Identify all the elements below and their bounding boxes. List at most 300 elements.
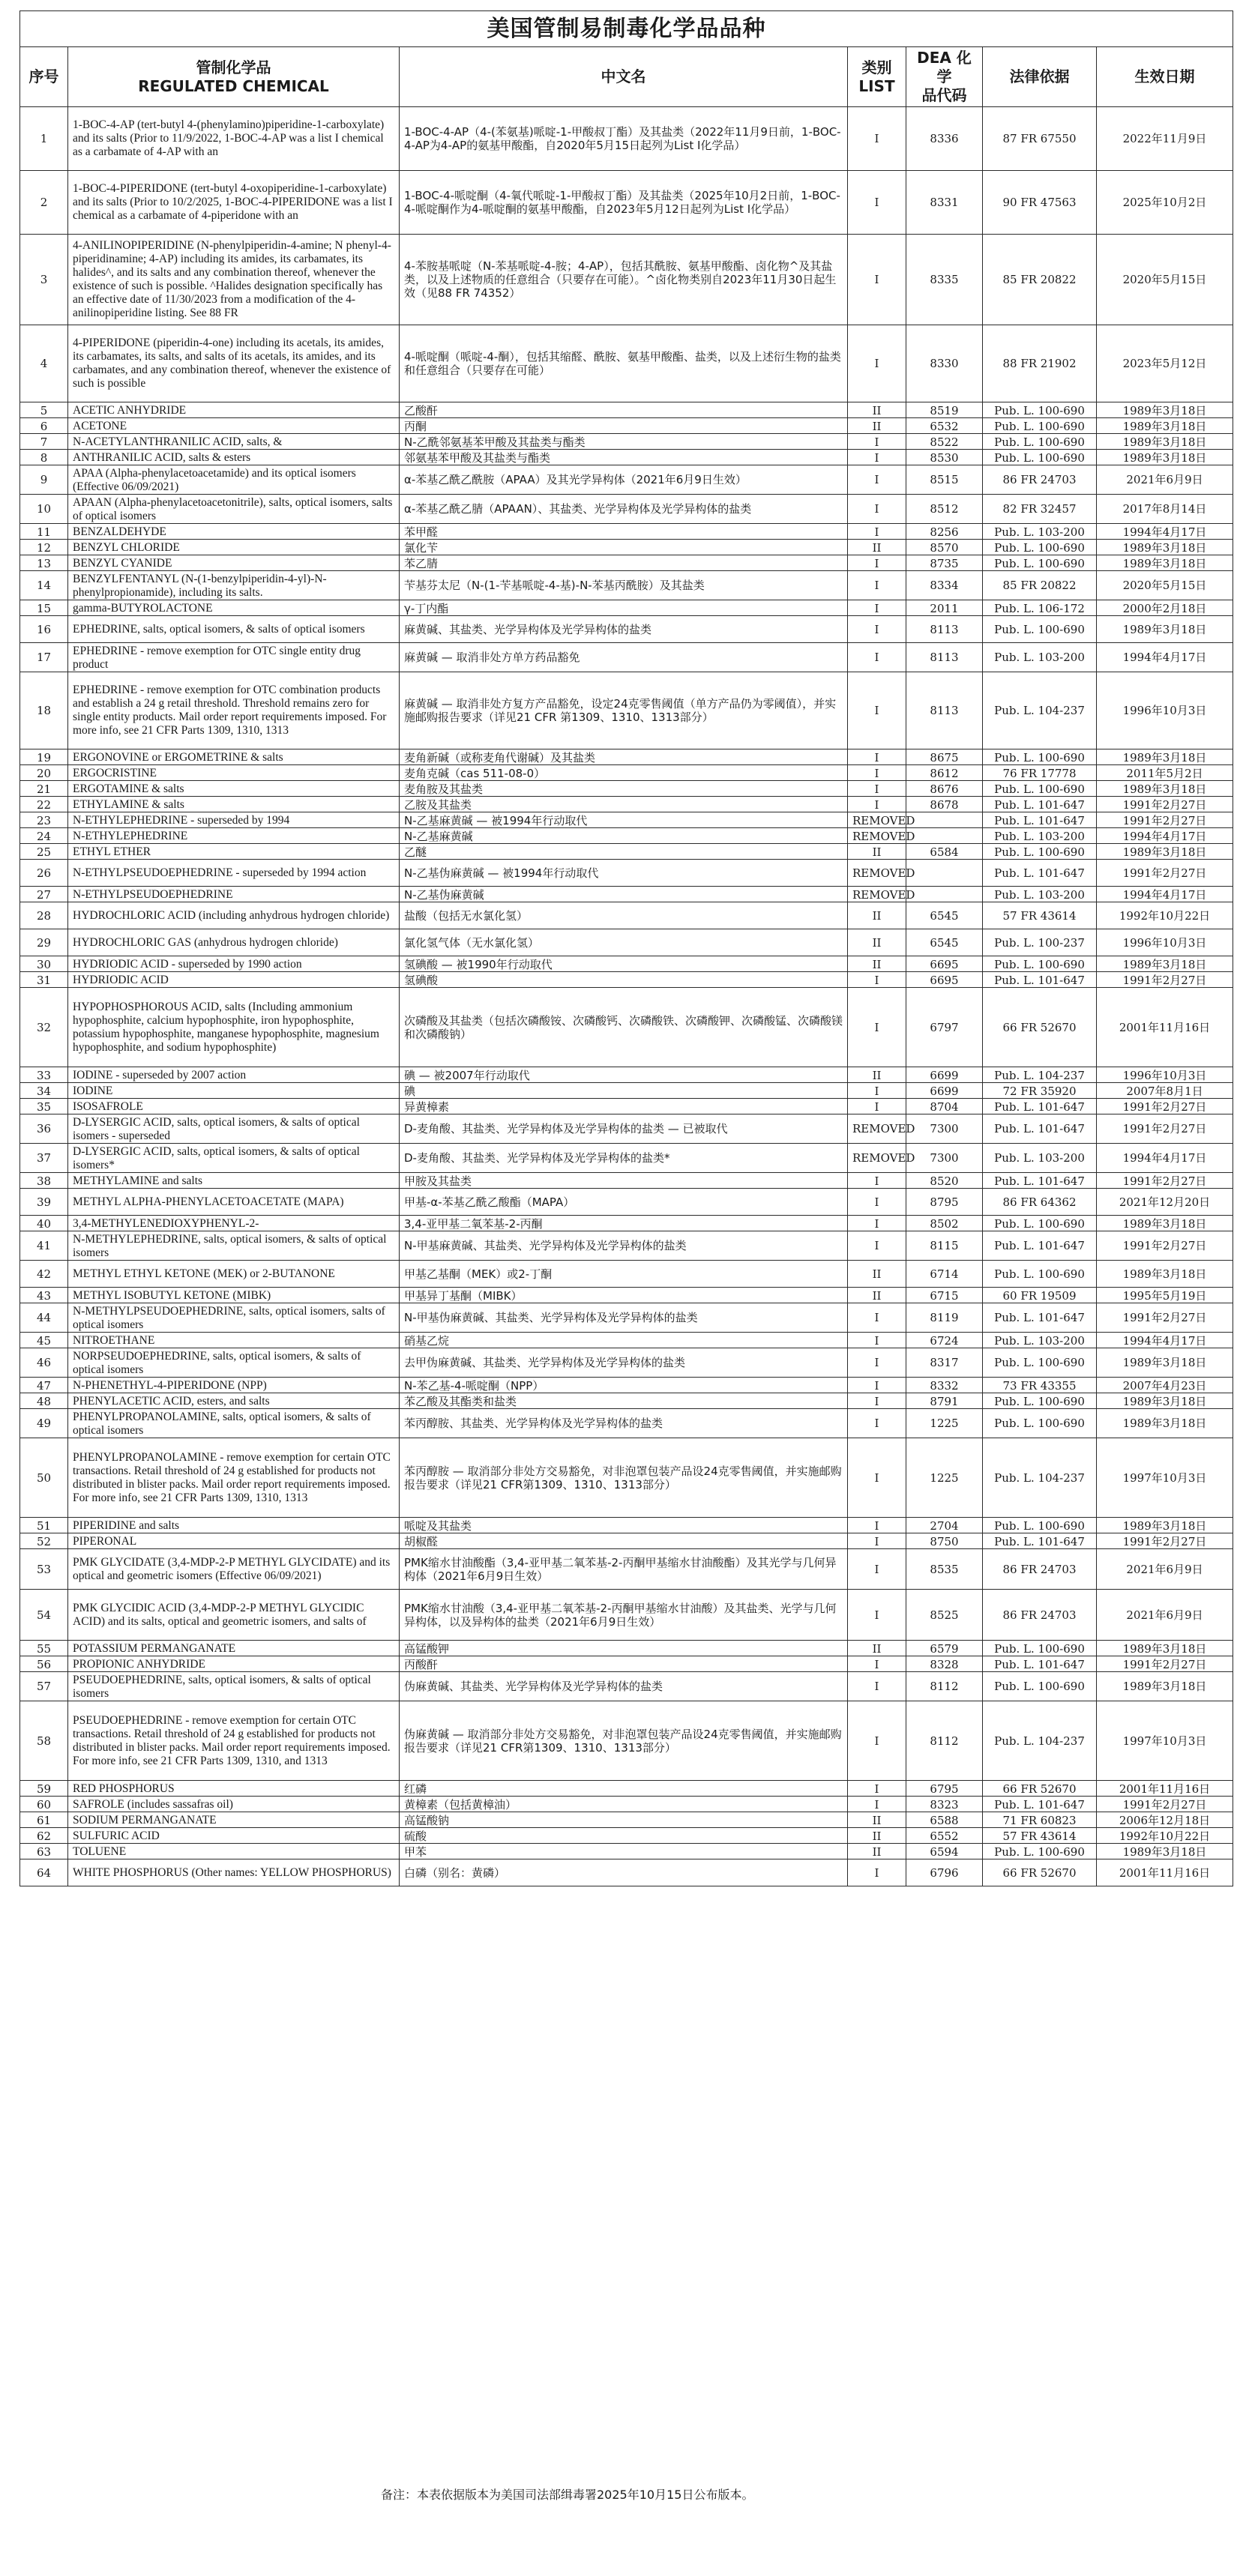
- cell-regulated-chemical-text: PHENYLACETIC ACID, esters, and salts: [73, 1395, 270, 1408]
- cell-law-text: Pub. L. 103-200: [994, 651, 1085, 664]
- cell-num-text: 46: [36, 1356, 52, 1369]
- cell-law: [983, 972, 1097, 988]
- cell-chinese-name-text: PMK缩水甘油酸（3,4-亚甲基二氧苯基-2-丙酮甲基缩水甘油酸）及其盐类、光学与几何异构体，以及异构体的盐类（2021年6月9日生效）: [404, 1601, 837, 1629]
- cell-regulated-chemical-text: METHYL ETHYL KETONE (MEK) or 2-BUTANONE: [73, 1267, 335, 1280]
- cell-law: [983, 1067, 1097, 1083]
- cell-law: [983, 1144, 1097, 1173]
- cell-law-text: Pub. L. 100-690: [994, 782, 1085, 796]
- table-row: [20, 828, 1233, 844]
- cell-date-text: 1989年3月18日: [1122, 845, 1207, 859]
- cell-list: [848, 495, 906, 524]
- cell-chinese-name-text: 苄基芬太尼（N-(1-苄基哌啶-4-基)-N-苯基丙酰胺）及其盐类: [404, 579, 705, 592]
- cell-chinese-name: [400, 1781, 848, 1797]
- cell-dea-code-text: 6796: [930, 1865, 959, 1880]
- cell-date: [1097, 1173, 1233, 1189]
- cell-dea-code: [906, 402, 983, 418]
- cell-law-text: Pub. L. 101-647: [994, 866, 1085, 880]
- cell-list-text: I: [874, 1195, 879, 1209]
- table-row: [20, 1288, 1233, 1303]
- cell-num-text: 2: [40, 196, 48, 209]
- cell-list-text: REMOVED: [852, 830, 915, 843]
- cell-chinese-name-text: 1-BOC-4-哌啶酮（4-氧代哌啶-1-甲酸叔丁酯）及其盐类（2025年10月2日前，1-BOC-4-哌啶酮作为4-哌啶酮的氨基甲酸酯，自2023年5月12日起列为List I化学品）: [404, 189, 840, 216]
- cell-law: [983, 1378, 1097, 1393]
- cell-chinese-name-text: 哌啶及其盐类: [404, 1519, 472, 1533]
- cell-dea-code: [906, 1114, 983, 1144]
- cell-chinese-name: [400, 1173, 848, 1189]
- cell-dea-code: [906, 1409, 983, 1438]
- cell-law-text: Pub. L. 100-690: [994, 420, 1085, 433]
- cell-date: [1097, 749, 1233, 765]
- table-row: [20, 1518, 1233, 1533]
- cell-law-text: Pub. L. 101-647: [994, 814, 1085, 827]
- cell-num-text: 54: [36, 1608, 52, 1622]
- cell-num: [20, 902, 68, 929]
- cell-dea-code-text: 8678: [930, 798, 959, 812]
- cell-num-text: 4: [40, 357, 48, 370]
- cell-list-text: I: [874, 767, 879, 780]
- cell-law: [983, 988, 1097, 1067]
- cell-list: [848, 1114, 915, 1144]
- cell-dea-code-text: 8334: [930, 579, 959, 592]
- cell-chinese-name-text: 硫酸: [404, 1830, 427, 1843]
- cell-regulated-chemical-text: N-ETHYLEPHEDRINE - superseded by 1994: [73, 814, 290, 827]
- cell-num-text: 50: [36, 1471, 52, 1485]
- cell-chinese-name: [400, 1231, 848, 1261]
- cell-law: [983, 1656, 1097, 1672]
- cell-date-text: 2007年8月1日: [1126, 1085, 1203, 1098]
- cell-chinese-name-text: N-乙酰邻氨基苯甲酸及其盐类与酯类: [404, 435, 586, 449]
- cell-date-text: 2017年8月14日: [1122, 502, 1207, 516]
- cell-chinese-name-text: 4-苯胺基哌啶（N-苯基哌啶-4-胺；4-AP），包括其酰胺、氨基甲酸酯、卤化物^及其盐类，以及上述物质的任意组合（只要存在可能）。^卤化物类别自2023年11月30日起生效（见88 FR 74352）: [404, 259, 837, 300]
- cell-chinese-name-text: 次磷酸及其盐类（包括次磷酸铵、次磷酸钙、次磷酸铁、次磷酸钾、次磷酸锰、次磷酸镁和次磷酸钠）: [404, 1013, 843, 1041]
- cell-chinese-name-text: 甲基-α-苯基乙酰乙酸酯（MAPA）: [404, 1195, 575, 1209]
- cell-regulated-chemical: [68, 1378, 400, 1393]
- cell-law: [983, 1701, 1097, 1781]
- cell-num-text: 19: [36, 751, 52, 764]
- table-row: [20, 1114, 1233, 1144]
- table-row: [20, 902, 1233, 929]
- cell-date-text: 1989年3月18日: [1122, 622, 1207, 636]
- cell-list: [848, 902, 906, 929]
- cell-regulated-chemical: [68, 1701, 400, 1781]
- table-row: [20, 1144, 1233, 1173]
- cell-regulated-chemical: [68, 235, 400, 325]
- cell-date-text: 1994年4月17日: [1122, 1334, 1207, 1348]
- cell-list-text: I: [874, 1174, 879, 1188]
- cell-chinese-name: [400, 418, 848, 434]
- cell-num: [20, 1261, 68, 1288]
- cell-chinese-name-text: 异黄樟素: [404, 1100, 450, 1114]
- cell-regulated-chemical-text: 4-ANILINOPIPERIDINE (N-phenylpiperidin-4-amine; N phenyl-4-piperidinamine; 4-AP) including its amides, its carbamates, its halides^, and its salts and any combination thereof, whenever the existence of such is possible. ^Halides designation specifically has an effective date of 11/30/2023 from a modification of the 4-anilinopiperidine listing. See 88 FR: [73, 239, 391, 319]
- table-row: [20, 1797, 1233, 1812]
- cell-num: [20, 1828, 68, 1844]
- cell-date: [1097, 860, 1233, 887]
- cell-chinese-name-text: PMK缩水甘油酸酯（3,4-亚甲基二氧苯基-2-丙酮甲基缩水甘油酸酯）及其光学与几何异构体（2021年6月9日生效）: [404, 1555, 837, 1583]
- cell-date: [1097, 600, 1233, 616]
- cell-date: [1097, 555, 1233, 571]
- cell-law: [983, 1333, 1097, 1348]
- cell-num-text: 28: [36, 908, 52, 923]
- cell-law-text: Pub. L. 101-647: [994, 798, 1085, 812]
- cell-chinese-name-text: 乙醚: [404, 845, 427, 859]
- cell-regulated-chemical-text: ERGONOVINE or ERGOMETRINE & salts: [73, 751, 283, 764]
- cell-law: [983, 1438, 1097, 1518]
- cell-chinese-name-text: N-乙基伪麻黄碱 — 被1994年行动取代: [404, 866, 599, 880]
- table-row: [20, 1438, 1233, 1518]
- cell-regulated-chemical: [68, 1438, 400, 1518]
- cell-date-text: 1989年3月18日: [1122, 1217, 1207, 1231]
- cell-regulated-chemical-text: ETHYL ETHER: [73, 845, 151, 858]
- cell-date-text: 1997年10月3日: [1122, 1734, 1207, 1748]
- cell-chinese-name-text: 氯化氢气体（无水氯化氢）: [404, 935, 540, 950]
- cell-law-text: 66 FR 52670: [1002, 1020, 1077, 1034]
- cell-num: [20, 972, 68, 988]
- cell-regulated-chemical: [68, 600, 400, 616]
- cell-dea-code-text: 8515: [930, 473, 959, 486]
- cell-date-text: 1995年5月19日: [1122, 1289, 1207, 1303]
- cell-regulated-chemical-text: 1-BOC-4-AP (tert-butyl 4-(phenylamino)piperidine-1-carboxylate) and its salts (Prior to 11/9/2022, 1-BOC-4-AP was a list I chemical as a carbamate of 4-AP with an: [73, 118, 385, 158]
- cell-num-text: 58: [36, 1734, 52, 1748]
- cell-regulated-chemical: [68, 555, 400, 571]
- cell-date-text: 2021年6月9日: [1126, 1608, 1203, 1622]
- cell-chinese-name: [400, 402, 848, 418]
- cell-chinese-name: [400, 600, 848, 616]
- cell-chinese-name-text: 高锰酸钾: [404, 1642, 450, 1656]
- cell-law: [983, 1348, 1097, 1378]
- table-row: [20, 465, 1233, 495]
- cell-list: [848, 1189, 906, 1216]
- cell-num-text: 8: [40, 451, 48, 465]
- cell-num: [20, 1797, 68, 1812]
- cell-law-text: 90 FR 47563: [1002, 196, 1077, 209]
- cell-regulated-chemical-text: NITROETHANE: [73, 1334, 155, 1347]
- cell-list-text: I: [874, 1734, 879, 1748]
- cell-law-text: 66 FR 52670: [1002, 1782, 1077, 1796]
- cell-date: [1097, 1114, 1233, 1144]
- cell-date: [1097, 1333, 1233, 1348]
- cell-date: [1097, 1844, 1233, 1859]
- cell-date-text: 1989年3月18日: [1122, 1642, 1207, 1656]
- cell-list-text: I: [874, 579, 879, 592]
- cell-num: [20, 616, 68, 643]
- cell-chinese-name: [400, 860, 848, 887]
- cell-list: [848, 844, 906, 860]
- cell-date-text: 2001年11月16日: [1119, 1865, 1211, 1880]
- cell-regulated-chemical-text: BENZALDEHYDE: [73, 525, 166, 538]
- cell-dea-code-text: 1225: [930, 1471, 959, 1485]
- cell-num: [20, 643, 68, 672]
- cell-regulated-chemical-text: WHITE PHOSPHORUS (Other names: YELLOW PHOSPHORUS): [73, 1865, 391, 1879]
- cell-num: [20, 1781, 68, 1797]
- cell-num-text: 64: [36, 1865, 52, 1880]
- cell-num-text: 11: [36, 525, 52, 539]
- cell-list-text: I: [874, 1334, 879, 1348]
- table-row: [20, 1549, 1233, 1590]
- cell-chinese-name: [400, 1701, 848, 1781]
- cell-chinese-name-text: 黄樟素（包括黄樟油）: [404, 1798, 517, 1812]
- cell-date-text: 1996年10月3日: [1122, 1069, 1207, 1082]
- cell-dea-code: [906, 1701, 983, 1781]
- cell-dea-code: [906, 434, 983, 450]
- cell-chinese-name-text: 去甲伪麻黄碱、其盐类、光学异构体及光学异构体的盐类: [404, 1356, 686, 1369]
- cell-num-text: 17: [36, 651, 52, 664]
- cell-list-text: I: [874, 502, 879, 516]
- cell-num-text: 13: [36, 557, 52, 570]
- cell-list-text: I: [874, 1085, 879, 1098]
- cell-num: [20, 402, 68, 418]
- table-row: [20, 325, 1233, 402]
- cell-chinese-name: [400, 1828, 848, 1844]
- cell-date: [1097, 643, 1233, 672]
- cell-law: [983, 1114, 1097, 1144]
- cell-regulated-chemical: [68, 1189, 400, 1216]
- cell-dea-code-text: 8502: [930, 1217, 959, 1231]
- table-row: [20, 1393, 1233, 1409]
- cell-regulated-chemical: [68, 902, 400, 929]
- cell-chinese-name: [400, 972, 848, 988]
- cell-num: [20, 571, 68, 600]
- cell-law-text: 71 FR 60823: [1002, 1814, 1077, 1827]
- cell-regulated-chemical-text: ACETONE: [73, 420, 127, 432]
- table-row: [20, 797, 1233, 812]
- cell-date-text: 1992年10月22日: [1119, 1830, 1211, 1843]
- cell-dea-code: [906, 1261, 983, 1288]
- cell-date-text: 1991年2月27日: [1122, 1535, 1207, 1548]
- cell-dea-code-text: 6715: [930, 1289, 959, 1303]
- cell-dea-code-text: 6699: [930, 1085, 959, 1098]
- cell-chinese-name-text: N-苯乙基-4-哌啶酮（NPP）: [404, 1379, 544, 1393]
- cell-dea-code: [906, 1303, 983, 1333]
- cell-date-text: 1989年3月18日: [1122, 1356, 1207, 1369]
- cell-dea-code: [906, 1656, 983, 1672]
- cell-list-text: I: [874, 357, 879, 370]
- cell-regulated-chemical-text: 1-BOC-4-PIPERIDONE (tert-butyl 4-oxopiperidine-1-carboxylate) and its salts (Prior to 10/2/2025, 1-BOC-4-PIPERIDONE was a list I chemical as a carbamate of 4-piperidone with an: [73, 182, 393, 222]
- cell-list: [848, 1333, 906, 1348]
- cell-chinese-name: [400, 929, 848, 956]
- cell-date-text: 1989年3月18日: [1122, 1267, 1207, 1281]
- cell-chinese-name: [400, 107, 848, 171]
- cell-law-text: 76 FR 17778: [1002, 767, 1077, 780]
- cell-num: [20, 524, 68, 540]
- cell-list-text: II: [872, 1814, 882, 1827]
- cell-law: [983, 1173, 1097, 1189]
- cell-chinese-name: [400, 555, 848, 571]
- cell-list: [848, 828, 915, 844]
- cell-date-text: 1991年2月27日: [1122, 866, 1207, 880]
- cell-num: [20, 1656, 68, 1672]
- cell-regulated-chemical: [68, 540, 400, 555]
- cell-list: [848, 956, 906, 972]
- cell-law: [983, 600, 1097, 616]
- table-row: [20, 1067, 1233, 1083]
- cell-num-text: 45: [36, 1334, 52, 1348]
- cell-regulated-chemical: [68, 1067, 400, 1083]
- cell-date-text: 1996年10月3日: [1122, 935, 1207, 950]
- cell-chinese-name-text: 麦角克碱（cas 511-08-0）: [404, 767, 546, 780]
- cell-date: [1097, 540, 1233, 555]
- cell-date-text: 2022年11月9日: [1122, 132, 1207, 145]
- cell-chinese-name: [400, 1549, 848, 1590]
- table-row: [20, 1590, 1233, 1641]
- cell-regulated-chemical-text: NORPSEUDOEPHEDRINE, salts, optical isomers, & salts of optical isomers: [73, 1350, 361, 1376]
- cell-num: [20, 765, 68, 781]
- cell-regulated-chemical-text: BENZYL CYANIDE: [73, 557, 172, 570]
- cell-date-text: 1994年4月17日: [1122, 651, 1207, 664]
- table-row: [20, 434, 1233, 450]
- cell-law: [983, 860, 1097, 887]
- cell-dea-code: [906, 1231, 983, 1261]
- cell-list-text: I: [874, 1608, 879, 1622]
- cell-regulated-chemical: [68, 1333, 400, 1348]
- cell-chinese-name: [400, 465, 848, 495]
- cell-chinese-name: [400, 571, 848, 600]
- cell-date-text: 2000年2月18日: [1122, 602, 1207, 615]
- cell-date-text: 1991年2月27日: [1122, 1100, 1207, 1114]
- cell-num-text: 53: [36, 1562, 52, 1576]
- cell-regulated-chemical: [68, 1549, 400, 1590]
- cell-law-text: Pub. L. 101-647: [994, 1535, 1085, 1548]
- cell-regulated-chemical: [68, 524, 400, 540]
- cell-date-text: 1989年3月18日: [1122, 751, 1207, 764]
- cell-date-text: 2011年5月2日: [1126, 767, 1203, 780]
- cell-list: [848, 107, 906, 171]
- cell-chinese-name-text: D-麦角酸、其盐类、光学异构体及光学异构体的盐类 — 已被取代: [404, 1122, 728, 1135]
- cell-chinese-name-text: 苯乙酸及其酯类和盐类: [404, 1395, 517, 1408]
- cell-dea-code: [906, 1288, 983, 1303]
- cell-num-text: 60: [36, 1798, 52, 1812]
- cell-chinese-name: [400, 450, 848, 465]
- cell-num-text: 5: [40, 404, 48, 417]
- cell-regulated-chemical: [68, 1672, 400, 1701]
- header-dea-code: [906, 47, 983, 107]
- cell-list-text: II: [872, 935, 882, 950]
- cell-chinese-name-text: 丙酸酐: [404, 1658, 439, 1671]
- cell-date: [1097, 450, 1233, 465]
- cell-list: [848, 1067, 906, 1083]
- cell-dea-code-text: 8675: [930, 751, 959, 764]
- cell-chinese-name-text: 乙酸酐: [404, 404, 439, 417]
- cell-num: [20, 1288, 68, 1303]
- cell-num: [20, 450, 68, 465]
- cell-dea-code: [906, 107, 983, 171]
- cell-law-text: Pub. L. 103-200: [994, 1334, 1085, 1348]
- cell-regulated-chemical-text: PIPERIDINE and salts: [73, 1519, 180, 1532]
- cell-law-text: Pub. L. 100-690: [994, 1417, 1085, 1430]
- cell-law: [983, 1549, 1097, 1590]
- cell-num: [20, 540, 68, 555]
- cell-dea-code-text: 8520: [930, 1174, 959, 1188]
- cell-date-text: 1989年3月18日: [1122, 451, 1207, 465]
- cell-regulated-chemical: [68, 1231, 400, 1261]
- cell-law: [983, 465, 1097, 495]
- cell-chinese-name-text: 苯乙腈: [404, 557, 439, 570]
- cell-dea-code: [906, 540, 983, 555]
- table-row: [20, 929, 1233, 956]
- table-row: [20, 571, 1233, 600]
- cell-date: [1097, 171, 1233, 235]
- cell-chinese-name-text: 麻黄碱 — 取消非处方单方药品豁免: [404, 651, 580, 664]
- cell-regulated-chemical: [68, 1812, 400, 1828]
- cell-law-text: Pub. L. 103-200: [994, 525, 1085, 539]
- cell-num-text: 23: [36, 814, 52, 827]
- cell-date-text: 1989年3月18日: [1122, 1519, 1207, 1533]
- cell-law: [983, 929, 1097, 956]
- cell-date: [1097, 972, 1233, 988]
- cell-chinese-name: [400, 887, 848, 902]
- cell-num: [20, 1303, 68, 1333]
- cell-list: [848, 571, 906, 600]
- cell-chinese-name-text: 氢碘酸: [404, 974, 439, 987]
- header-en-line1: 管制化学品: [196, 58, 271, 76]
- cell-list: [848, 600, 906, 616]
- cell-regulated-chemical: [68, 1533, 400, 1549]
- cell-num: [20, 1844, 68, 1859]
- cell-chinese-name: [400, 235, 848, 325]
- cell-list: [848, 1812, 906, 1828]
- cell-dea-code: [906, 812, 983, 828]
- cell-num-text: 25: [36, 845, 52, 859]
- cell-date-text: 2023年5月12日: [1122, 357, 1207, 370]
- cell-chinese-name-text: D-麦角酸、其盐类、光学异构体及光学异构体的盐类*: [404, 1151, 670, 1165]
- cell-dea-code: [906, 1781, 983, 1797]
- cell-law-text: Pub. L. 100-690: [994, 557, 1085, 570]
- table-row: [20, 107, 1233, 171]
- cell-num-text: 1: [40, 132, 48, 145]
- cell-dea-code: [906, 555, 983, 571]
- cell-dea-code-text: 8335: [930, 273, 959, 286]
- cell-list: [848, 434, 906, 450]
- cell-chinese-name-text: 丙酮: [404, 420, 427, 433]
- cell-law-text: Pub. L. 100-690: [994, 1845, 1085, 1859]
- cell-dea-code: [906, 1533, 983, 1549]
- table-row: [20, 540, 1233, 555]
- cell-date-text: 1994年4月17日: [1122, 830, 1207, 843]
- cell-dea-code-text: 6795: [930, 1782, 959, 1796]
- cell-list-text: I: [874, 1311, 879, 1324]
- cell-list: [848, 929, 906, 956]
- cell-date-text: 1989年3月18日: [1122, 404, 1207, 417]
- cell-dea-code-text: 8676: [930, 782, 959, 796]
- cell-law-text: Pub. L. 100-690: [994, 845, 1085, 859]
- cell-num-text: 35: [36, 1100, 52, 1114]
- cell-chinese-name: [400, 616, 848, 643]
- cell-regulated-chemical: [68, 887, 400, 902]
- cell-list: [848, 1656, 906, 1672]
- cell-date: [1097, 402, 1233, 418]
- cell-regulated-chemical-text: TOLUENE: [73, 1845, 127, 1858]
- cell-law-text: Pub. L. 103-200: [994, 830, 1085, 843]
- cell-chinese-name-text: 碘: [404, 1085, 416, 1098]
- cell-list: [848, 465, 906, 495]
- cell-dea-code-text: 8522: [930, 435, 959, 449]
- cell-law-text: 82 FR 32457: [1002, 502, 1077, 516]
- cell-list: [848, 1378, 906, 1393]
- cell-dea-code-text: 8530: [930, 451, 959, 465]
- cell-num: [20, 812, 68, 828]
- cell-date: [1097, 1393, 1233, 1409]
- cell-law: [983, 1303, 1097, 1333]
- cell-list: [848, 1261, 906, 1288]
- cell-list: [848, 1781, 906, 1797]
- cell-date-text: 1991年2月27日: [1122, 974, 1207, 987]
- cell-chinese-name: [400, 1438, 848, 1518]
- cell-chinese-name-text: N-乙基伪麻黄碱: [404, 888, 484, 902]
- cell-num: [20, 1590, 68, 1641]
- cell-regulated-chemical-text: RED PHOSPHORUS: [73, 1782, 175, 1795]
- cell-date: [1097, 1549, 1233, 1590]
- table-row: [20, 235, 1233, 325]
- cell-chinese-name-text: 苯丙醇胺 — 取消部分非处方交易豁免，对非泡罩包装产品设24克零售阈值，并实施邮购报告要求（详见21 CFR第1309、1310、1313部分）: [404, 1464, 842, 1491]
